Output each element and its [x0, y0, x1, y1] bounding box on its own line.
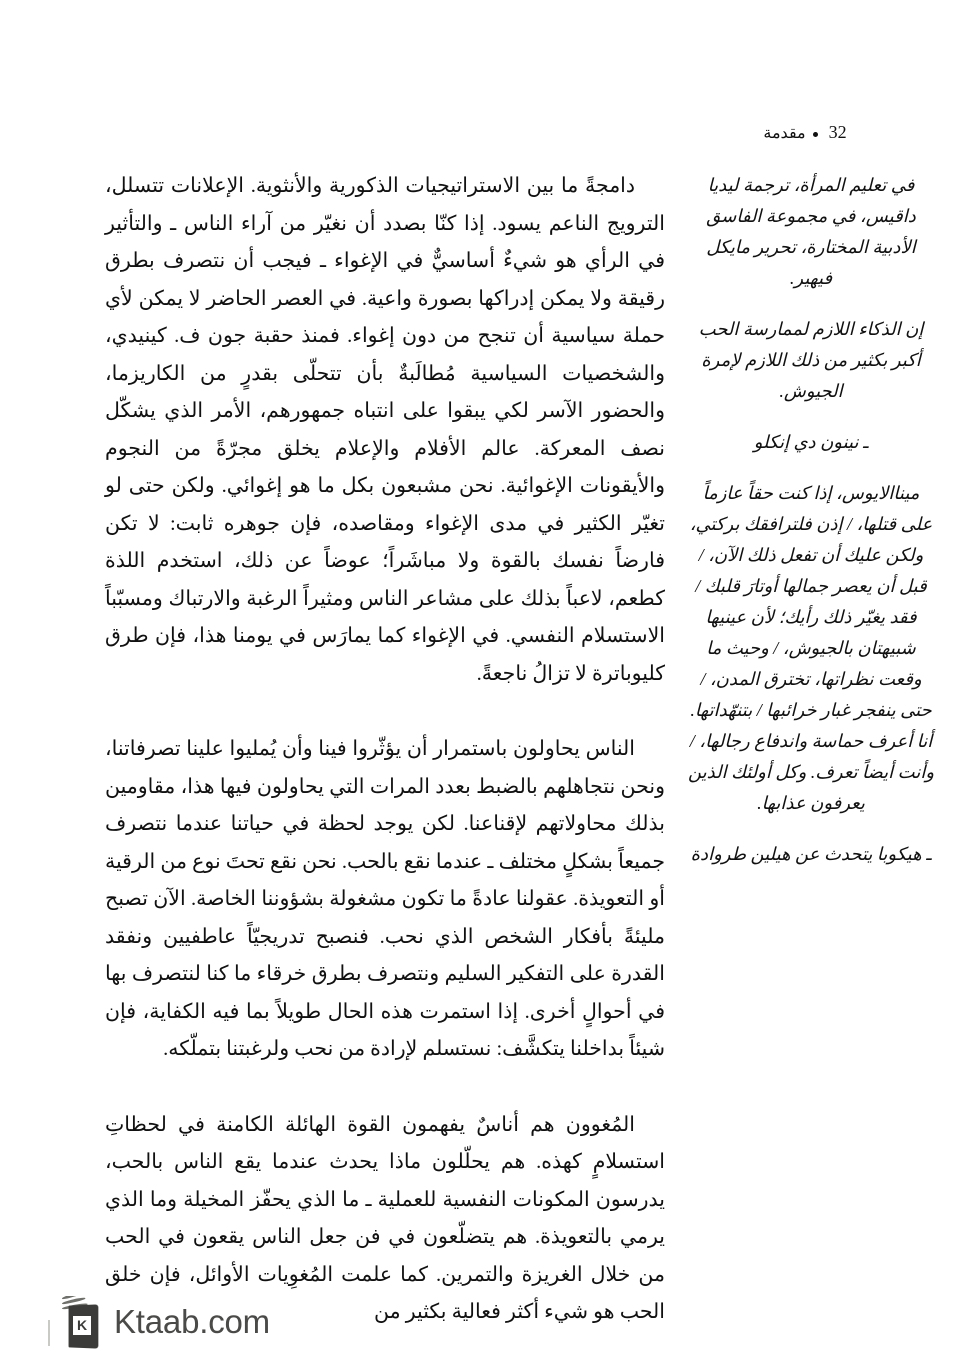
- watermark-text: Ktaab.com: [114, 1303, 270, 1340]
- watermark-initial: K: [73, 1316, 91, 1335]
- page-number: 32: [828, 122, 847, 142]
- margin-notes-column: [685, 170, 937, 870]
- margin-note-quote-2: ميناالايوس، إذا كنت حقاً عازماً على قتلها، / إذن فلترافقك بركتي، ولكن عليك أن تفعل ذلك الآن، / قبل أن يعصر جمالها أوتارَ قلبك / فقد يغيّر ذلك رأيك؛ لأن عينيها شبيهتان بالجيوش، / وحيث ما وقعت نظراتها، تخترق المدن، / حتى ينفجر غبار خرائبها / بتنهّداتها. أنا أعرف حماسة واندفاع رجالها، / وأنت أيضاً تعرف. وكل أولئك الذين يعرفون عذابها.: [687, 483, 935, 813]
- body-paragraph-2: الناس يحاولون باستمرار أن يؤثّروا فينا وأن يُمليوا علينا تصرفاتنا، ونحن نتجاهلهم بالضبط بعدد المرات التي يحاولون فيها هذا، مقاومين بذلك محاولاتهم لإقناعنا. لكن يوجد لحظة في حياتنا عندما نتصرف جميعاً بشكلٍ مختلف ـ عندما نقع بالحب. نحن نقع تحتَ نوع من الرقية أو التعويذة. عقولنا عادةً ما تكون مشغولة بشؤوننا الخاصة. الآن تصبح مليئةً بأفكار الشخص الذي نحب. فنصبح تدريجيّاً عاطفيين ونفقد القدرة على التفكير السليم ونتصرف بطرق خرقاء ما كنا لنتصرف بها في أحوالٍ أخرى. إذا استمرت هذه الحال طويلاً بما فيه الكفاية، فإن شيئاً بداخلنا يتكشَّف: نستسلم لإرادة من نحب ولرغبتنا بتملّكه.: [105, 738, 665, 1060]
- margin-note-attribution-1: ـ نينون دي إنكلو: [753, 432, 869, 452]
- running-head-bullet-icon: [813, 132, 818, 137]
- scan-edge-artifact: [48, 1320, 50, 1346]
- book-icon: [62, 1296, 102, 1348]
- margin-note-attribution-2: ـ هيكوبا يتحدث عن هيلين طروادة: [690, 844, 932, 864]
- main-text-column: [105, 168, 665, 1332]
- margin-note-source-1: في تعليم المرأة، ترجمة ليديا داقيس، في مجموعة الفاسق الأدبية المختارة، تحرير مايكل فيهير.: [706, 175, 916, 288]
- margin-note-quote-1: إن الذكاء اللازم لممارسة الحب أكبر بكثير من ذلك اللازم لإمرة الجيوش.: [698, 319, 924, 401]
- body-paragraph-1: دامجةً ما بين الاستراتيجيات الذكورية والأنثوية. الإعلانات تتسلل، الترويج الناعم يسود. إذا كنّا بصدد أن نغيّر من آراء الناس ـ والتأثير في الرأي هو شيءٌ أساسيٌّ في الإغواء ـ فيجب أن نتصرف بطرق رقيقة ولا يمكن إدراكها بصورة واعية. في العصر الحاضر لا يمكن لأي حملة سياسية أن تنجح من دون إغواء. فمنذ حقبة جون ف. كينيدي، والشخصيات السياسية مُطالَبةٌ بأن تتحلّى بقدرٍ من الكاريزما، والحضور الآسر لكي يبقوا على انتباه جمهورهم، الأمر الذي يشكّل نصف المعركة. عالم الأفلام والإعلام يخلق مجرّةً من النجوم والأيقونات الإغوائية. نحن مشبعون بكل ما هو إغوائي. ولكن حتى لو تغيّر الكثير في مدى الإغواء ومقاصده، فإن جوهره ثابت: لا تكن فارضاً نفسك بالقوة ولا مباشَراً؛ عوضاً عن ذلك، استخدم اللذة كطعم، لاعباً بذلك على مشاعر الناس ومثيراً الرغبة والارتباك ومسبّباً الاستسلام النفسي. في الإغواء كما يمارَس في يومنا هذا، فإن طرق كليوباترة لا تزالُ ناجعةً.: [105, 175, 665, 685]
- paragraph-spacer: [105, 1069, 665, 1107]
- paragraph-spacer: [105, 693, 665, 731]
- running-head: [675, 122, 935, 143]
- watermark: [62, 1296, 270, 1348]
- running-head-label: مقدمة: [763, 125, 806, 142]
- body-paragraph-3: المُغوون هم أناسٌ يفهمون القوة الهائلة الكامنة في لحظاتِ استسلامٍ كهذه. هم يحلّلون ماذا يحدث عندما يقع الناس بالحب، يدرسون المكونات النفسية للعملية ـ ما الذي يحفّز المخيلة وما الذي يرمي بالتعويذة. هم يتضلّعون في فن جعل الناس يقعون في الحب من خلال الغريزة والتمرين. كما علمت المُغوِيات الأوائل، فإن خلق الحب هو شيء أكثر فعالية بكثير من: [105, 1113, 665, 1323]
